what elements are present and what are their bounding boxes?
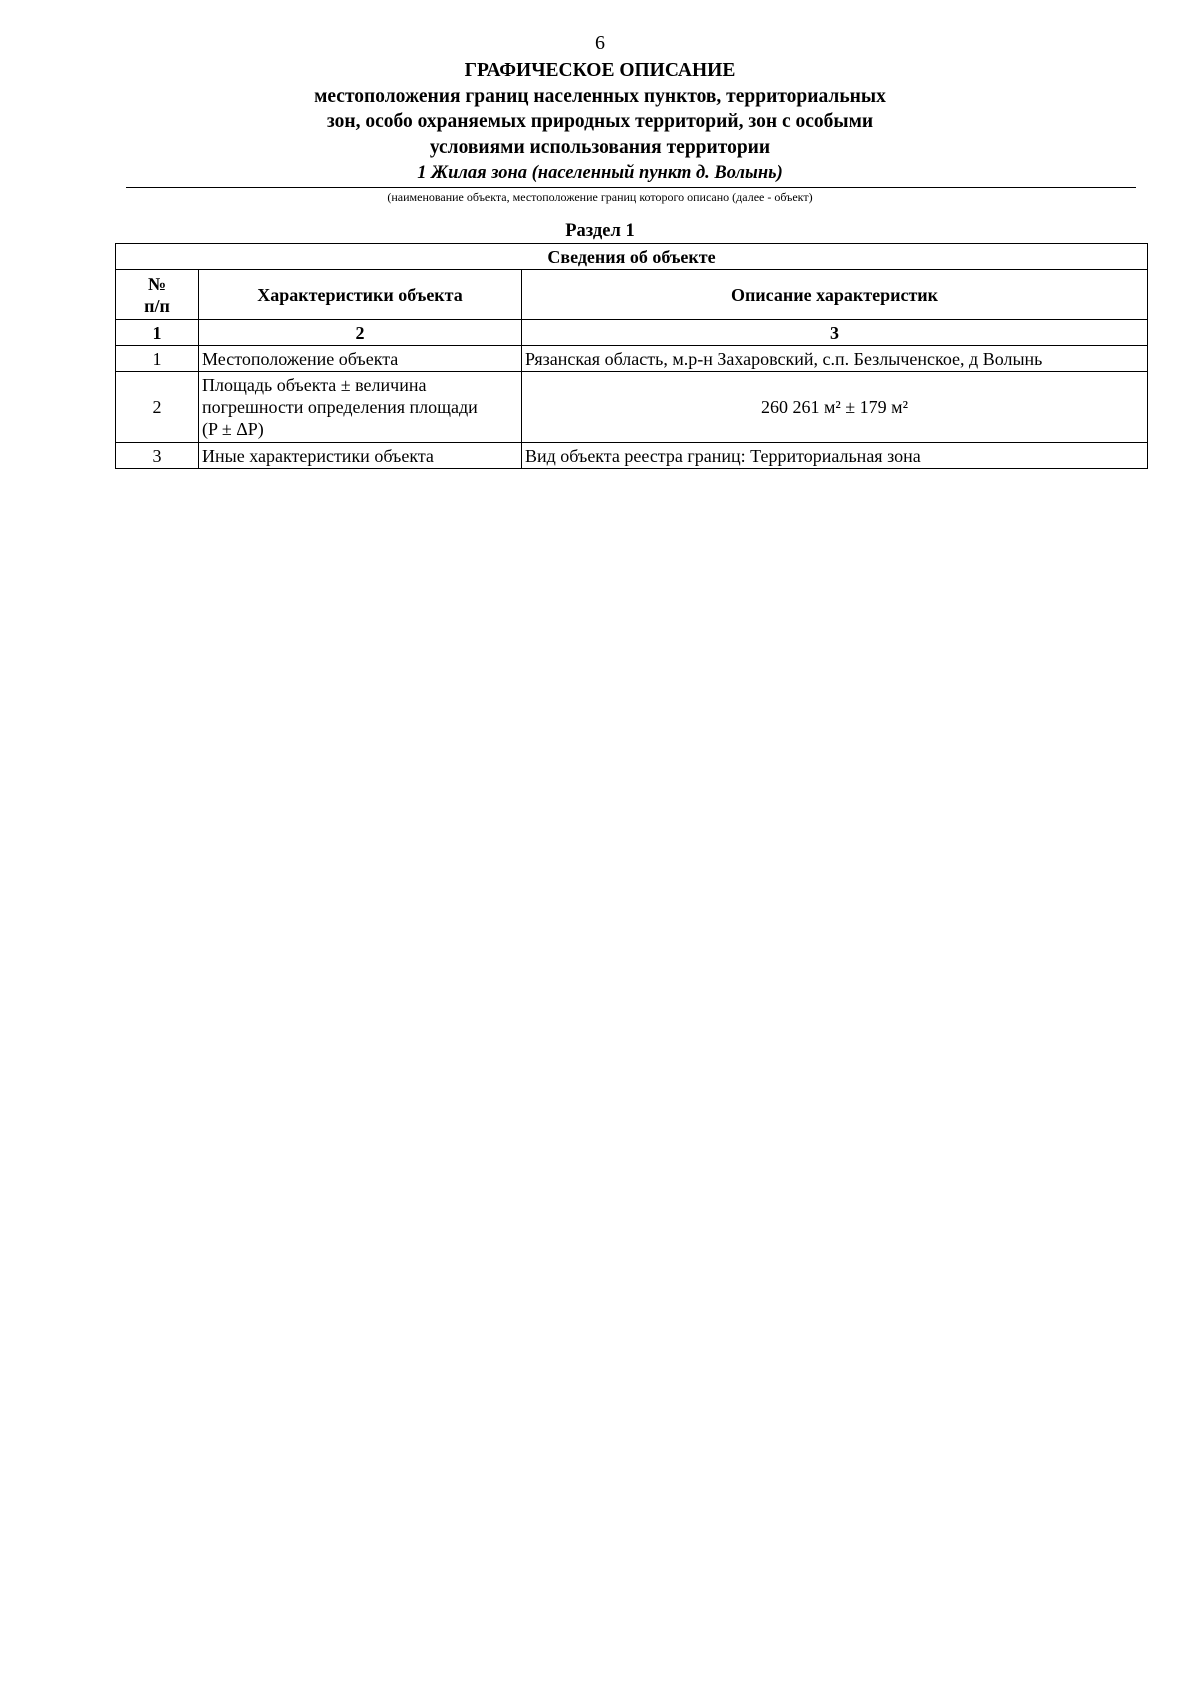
row-number: 2 — [116, 372, 199, 443]
table-row — [116, 346, 1148, 372]
row-number: 1 — [116, 346, 199, 372]
row-description: Рязанская область, м.р-н Захаровский, с.п. Безлыченское, д Волынь — [522, 346, 1148, 372]
row-characteristic-line-1: Площадь объекта ± величина — [202, 375, 427, 395]
object-info-table — [115, 243, 1148, 469]
header-num-line-1: № — [147, 273, 167, 294]
title-line-1: ГРАФИЧЕСКОЕ ОПИСАНИЕ — [464, 60, 736, 81]
page-number: 6 — [595, 32, 605, 54]
row-number: 3 — [116, 443, 199, 469]
document-title — [0, 58, 1200, 160]
row-characteristic-line-2: погрешности определения площади — [202, 397, 478, 417]
header-description: Описание характеристик — [522, 270, 1148, 320]
row-characteristic — [199, 372, 522, 443]
title-line-4: условиями использования территории — [429, 136, 771, 158]
header-characteristics: Характеристики объекта — [199, 270, 522, 320]
title-line-3: зон, особо охраняемых природных территорий, зон с особыми — [326, 111, 874, 132]
section-title: Раздел 1 — [565, 221, 635, 241]
column-number-row — [116, 320, 1148, 346]
table-row — [116, 372, 1148, 443]
title-line-2: местоположения границ населенных пунктов, территориальных — [314, 85, 886, 107]
column-number: 3 — [522, 320, 1148, 346]
table-caption-row — [116, 244, 1148, 270]
table-row — [116, 443, 1148, 469]
object-caption: (наименование объекта, местоположение границ которого описано (далее - объект) — [387, 190, 813, 204]
object-name: 1 Жилая зона (населенный пункт д. Волынь) — [417, 163, 783, 183]
row-description: Вид объекта реестра границ: Территориальная зона — [522, 443, 1148, 469]
column-number: 1 — [116, 320, 199, 346]
row-characteristic: Местоположение объекта — [199, 346, 522, 372]
header-num — [116, 270, 199, 320]
row-characteristic: Иные характеристики объекта — [199, 443, 522, 469]
row-description: 260 261 м² ± 179 м² — [522, 372, 1148, 443]
table-caption: Сведения об объекте — [116, 244, 1148, 270]
table-header-row — [116, 270, 1148, 320]
column-number: 2 — [199, 320, 522, 346]
header-num-line-2: п/п — [144, 295, 170, 316]
row-characteristic-line-3: (P ± ΔP) — [202, 419, 264, 439]
object-name-underline — [126, 187, 1136, 188]
